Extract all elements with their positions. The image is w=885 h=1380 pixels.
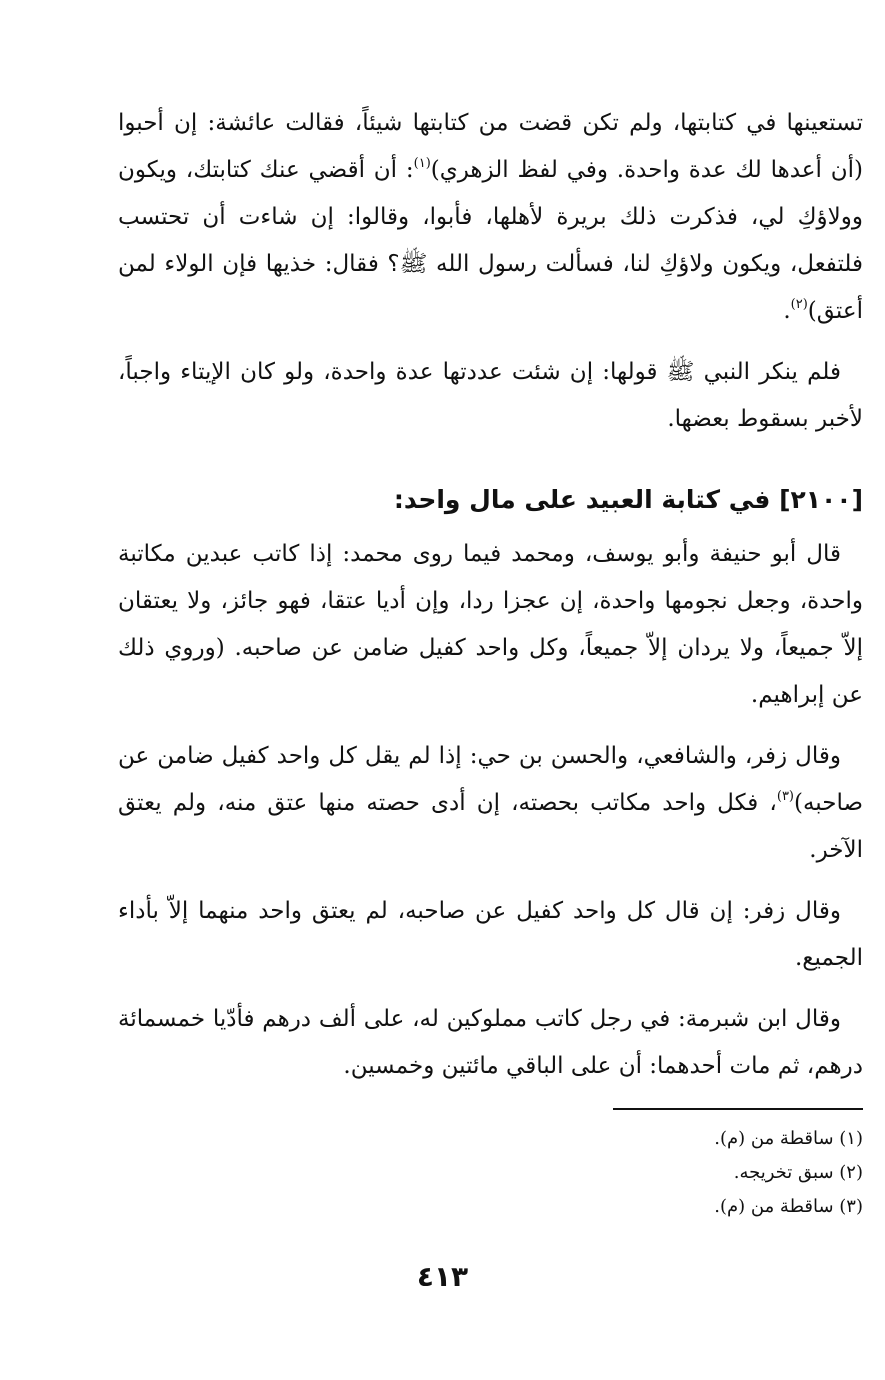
paragraph-1-text-b: : أن أقضي عنك كتابتك، ويكون وولاؤكِ لي، فذكرت ذلك بريرة لأهلها، فأبوا، وقالوا: إن شاءت أن تحتسب فلتفعل، ويكون ولاؤكِ لنا، فسألت رسول الله ﷺ؟ فقال: خذيها فإن الولاء لمن أعتق) (118, 157, 863, 324)
footnote-divider (613, 1108, 863, 1110)
paragraph-1-text-c: . (783, 298, 791, 324)
footnote-2-text: سبق تخريجه. (733, 1162, 834, 1183)
paragraph-2: فلم ينكر النبي ﷺ قولها: إن شئت عددتها عدة واحدة، ولو كان الإيتاء واجباً، لأخبر بسقوط بعضها. (118, 359, 863, 432)
footnote-3 (463, 1190, 863, 1224)
footnote-1-number: (١) (839, 1128, 863, 1149)
paragraph-3: قال أبو حنيفة وأبو يوسف، ومحمد فيما روى محمد: إذا كاتب عبدين مكاتبة واحدة، وجعل نجومها واحدة، إن عجزا ردا، وإن أديا عتقا، فهو جائز، ولا يعتقان إلاّ جميعاً، ولا يردان إلاّ جميعاً، وكل واحد كفيل ضامن عن صاحبه. (وروي ذلك عن إبراهيم. (118, 541, 863, 708)
footnote-3-text: ساقطة من (م). (714, 1196, 834, 1217)
paragraph-4-text-b: ، فكل واحد مكاتب بحصته، إن أدى حصته منها عتق منه، ولم يعتق الآخر. (118, 790, 863, 863)
paragraph-5: وقال زفر: إن قال كل واحد كفيل عن صاحبه، لم يعتق واحد منهما إلاّ بأداء الجميع. (118, 898, 863, 971)
paragraph-4-text-a: وقال زفر، والشافعي، والحسن بن حي: إذا لم يقل كل واحد كفيل ضامن عن صاحبه) (118, 743, 863, 816)
page-number: ٤١٣ (416, 1260, 469, 1293)
footnote-1-text: ساقطة من (م). (714, 1128, 834, 1149)
footnote-ref-2: (٢) (790, 297, 808, 312)
paragraph-1 (118, 100, 863, 335)
footnote-1 (463, 1122, 863, 1156)
footnote-ref-3: (٣) (776, 789, 794, 804)
paragraph-1-text-a: تستعينها في كتابتها، ولم تكن قضت من كتابتها شيئاً، فقالت عائشة: إن أحبوا (أن أعدها لك عدة واحدة. وفي لفظ الزهري) (118, 110, 863, 183)
footnote-2-number: (٢) (839, 1162, 863, 1183)
footnotes (463, 1122, 863, 1224)
footnote-3-number: (٣) (839, 1196, 863, 1217)
paragraph-6: وقال ابن شبرمة: في رجل كاتب مملوكين له، على ألف درهم فأدّيا خمسمائة درهم، ثم مات أحدهما: أن على الباقي مائتين وخمسين. (118, 1006, 863, 1079)
paragraph-4 (118, 733, 863, 874)
footnote-ref-1: (١) (413, 156, 431, 171)
main-text (118, 100, 863, 1104)
section-heading: [٢١٠٠] في كتابة العبيد على مال واحد: (393, 485, 863, 514)
footnote-2 (463, 1156, 863, 1190)
